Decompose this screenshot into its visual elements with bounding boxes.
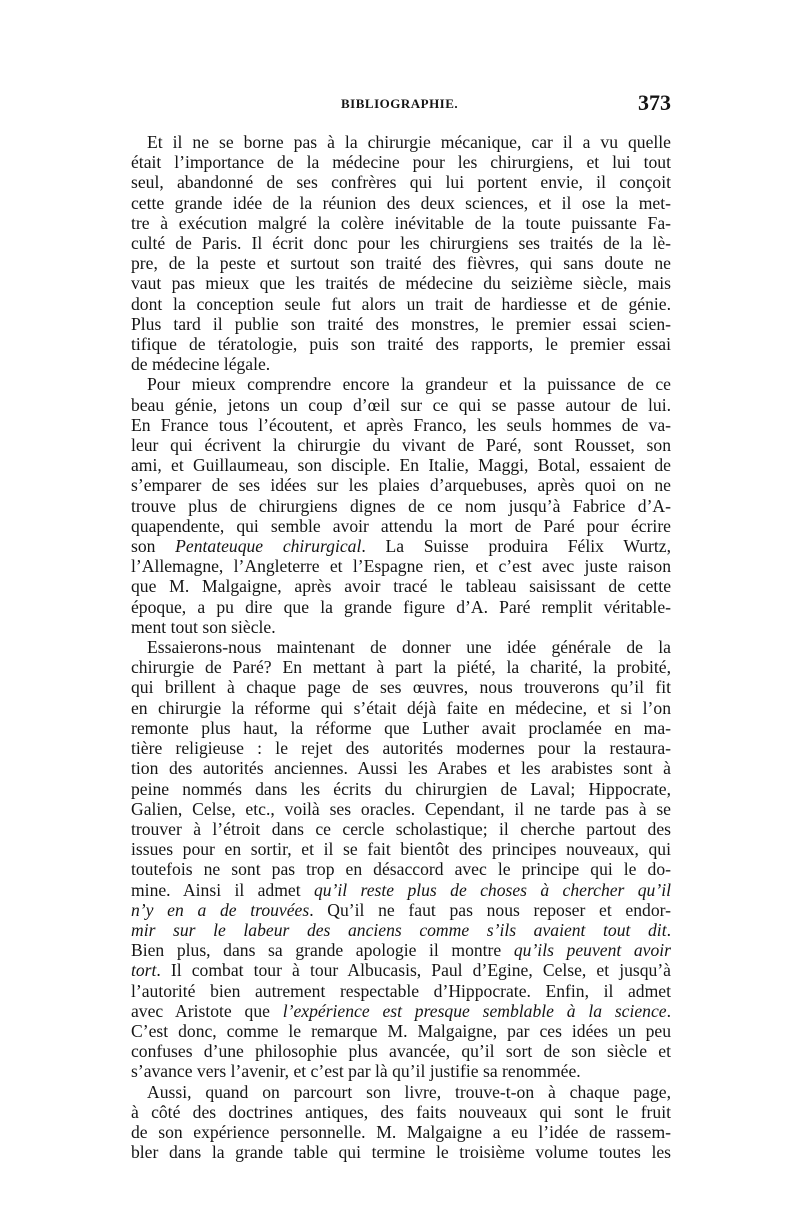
text-line: trouver à l’étroit dans ce cercle scholastique; il cherche partout des [131, 818, 671, 839]
page-number: 373 [638, 90, 671, 115]
text-line: Pour mieux comprendre encore la grandeur et la puissance de ce [147, 374, 671, 395]
italic-emphasis: l’expérience est presque semblable à la science [282, 1000, 667, 1021]
text-line: Plus tard il publie son traité des monstres, le premier essai scien- [131, 313, 671, 334]
text-line: issues pour en sortir, et il se fait bientôt des principes nouveaux, qui [131, 839, 671, 860]
text-line-with-italic: Bien plus, dans sa grande apologie il montre qu’ils peuvent avoir [131, 940, 672, 961]
text-line: ami, et Guillaumeau, son disciple. En Italie, Maggi, Botal, essaient de [131, 455, 671, 476]
text-line: ment tout son siècle. [131, 616, 276, 637]
text-line: dont la conception seule fut alors un trait de hardiesse et de génie. [131, 293, 671, 314]
text-line: Et il ne se borne pas à la chirurgie mécanique, car il a vu quelle [147, 132, 671, 152]
text-line-with-italic: avec Aristote que l’expérience est presque semblable à la science. [131, 1000, 671, 1021]
text-line: bler dans la grande table qui termine le troisième volume toutes les [131, 1142, 671, 1163]
text-line: En France tous l’écoutent, et après Franco, les seuls hommes de va- [131, 414, 671, 435]
running-head [131, 92, 671, 122]
text-line: chirurgie de Paré? En mettant à part la piété, la charité, la probité, [131, 657, 671, 678]
text-line: Essaierons-nous maintenant de donner une idée générale de la [147, 637, 671, 658]
paragraph-1 [131, 132, 671, 374]
text-line: de médecine légale. [131, 354, 271, 375]
text-line: en chirurgie la réforme qui s’était déjà faite en médecine, et si l’on [131, 697, 671, 718]
text-line: l’autorité bien autrement respectable d’Hippocrate. Enfin, il admet [131, 980, 671, 1001]
text-line: culté de Paris. Il écrit donc pour les chirurgiens ses traités de la lè- [131, 233, 671, 254]
text-line: trouve plus de chirurgiens dignes de ce nom jusqu’à Fabrice d’A- [131, 495, 671, 516]
text-line: cette grande idée de la réunion des deux sciences, et il ose la met- [131, 192, 671, 213]
running-title: BIBLIOGRAPHIE. [341, 96, 459, 111]
paragraph-4 [131, 1082, 671, 1163]
text-line: confuses d’une philosophie plus avancée, qu’il sort de son siècle et [131, 1041, 671, 1062]
text-line: toutefois ne sont pas trop en désaccord avec le principe qui le do- [131, 859, 671, 880]
text-line: époque, a pu dire que la grande figure d’A. Paré remplit véritable- [131, 596, 671, 617]
text-line: s’emparer de ses idées sur les plaies d’arquebuses, après quoi on ne [131, 475, 671, 496]
italic-emphasis: n’y en a de trouvées [131, 899, 310, 920]
text-line: quapendente, qui semble avoir attendu la mort de Paré pour écrire [131, 515, 671, 536]
text-line: peine nommés dans les écrits du chirurgien de Laval; Hippocrate, [131, 778, 671, 799]
text-line: tre à exécution malgré la colère inévitable de la toute puissante Fa- [131, 212, 671, 233]
text-line: seul, abandonné de ses confrères qui lui portent envie, il conçoit [131, 172, 671, 193]
text-line-with-italic: tort. Il combat tour à tour Albucasis, Paul d’Egine, Celse, et jusqu’à [131, 960, 671, 981]
text-line: qui brillent à chaque page de ses œuvres, nous trouverons qu’il fit [131, 677, 671, 698]
paragraph-3 [131, 637, 671, 1081]
text-line-with-italic: son Pentateuque chirurgical. La Suisse produira Félix Wurtz, [131, 536, 671, 557]
text-line: vaut pas mieux que les traités de médecine du seizième siècle, mais [131, 273, 671, 294]
text-line: pre, de la peste et surtout son traité des fièvres, qui sans doute ne [131, 253, 671, 274]
text-line: tifique de tératologie, puis son traité des rapports, le premier essai [131, 334, 671, 355]
text-line: C’est donc, comme le remarque M. Malgaigne, par ces idées un peu [131, 1020, 671, 1041]
text-line: de son expérience personnelle. M. Malgaigne a eu l’idée de rassem- [131, 1121, 671, 1142]
text-line: à côté des doctrines antiques, des faits nouveaux qui sont le fruit [131, 1101, 671, 1122]
text-line: s’avance vers l’avenir, et c’est par là qu’il justifie sa renommée. [131, 1061, 581, 1082]
body-text [131, 132, 671, 1162]
italic-emphasis: tort [131, 960, 157, 981]
text-line: tion des autorités anciennes. Aussi les Arabes et les arabistes sont à [131, 758, 671, 779]
italic-emphasis: Pentateuque chirurgical [175, 536, 362, 557]
italic-emphasis: qu’ils peuvent avoir [513, 940, 672, 961]
text-line: beau génie, jetons un coup d’œil sur ce qui se passe autour de lui. [131, 394, 671, 415]
text-line: Aussi, quand on parcourt son livre, trouve-t-on à chaque page, [147, 1081, 671, 1102]
text-line-with-italic: n’y en a de trouvées. Qu’il ne faut pas nous reposer et endor- [131, 899, 671, 920]
text-line: que M. Malgaigne, après avoir tracé le tableau saisissant de cette [131, 576, 671, 597]
text-line: Galien, Celse, etc., voilà ses oracles. Cependant, il ne tarde pas à se [131, 798, 671, 819]
text-line-with-italic: mir sur le labeur des anciens comme s’ils avaient tout dit. [131, 919, 671, 940]
text-line-with-italic: mine. Ainsi il admet qu’il reste plus de choses à chercher qu’il [131, 879, 671, 900]
text-line: leur qui écrivent la chirurgie du vivant de Paré, sont Rousset, son [131, 435, 671, 456]
text-line: était l’importance de la médecine pour les chirurgiens, et lui tout [131, 152, 671, 173]
text-line: l’Allemagne, l’Angleterre et l’Espagne rien, et c’est avec juste raison [131, 556, 671, 577]
text-line: tière religieuse : le rejet des autorités modernes pour la restaura- [131, 738, 671, 759]
text-line: remonte plus haut, la réforme que Luther avait proclamée en ma- [131, 717, 671, 738]
paragraph-2 [131, 374, 671, 637]
italic-emphasis: qu’il reste plus de choses à chercher qu’il [313, 879, 671, 900]
italic-emphasis: mir sur le labeur des anciens comme s’ils avaient tout dit [131, 919, 667, 940]
